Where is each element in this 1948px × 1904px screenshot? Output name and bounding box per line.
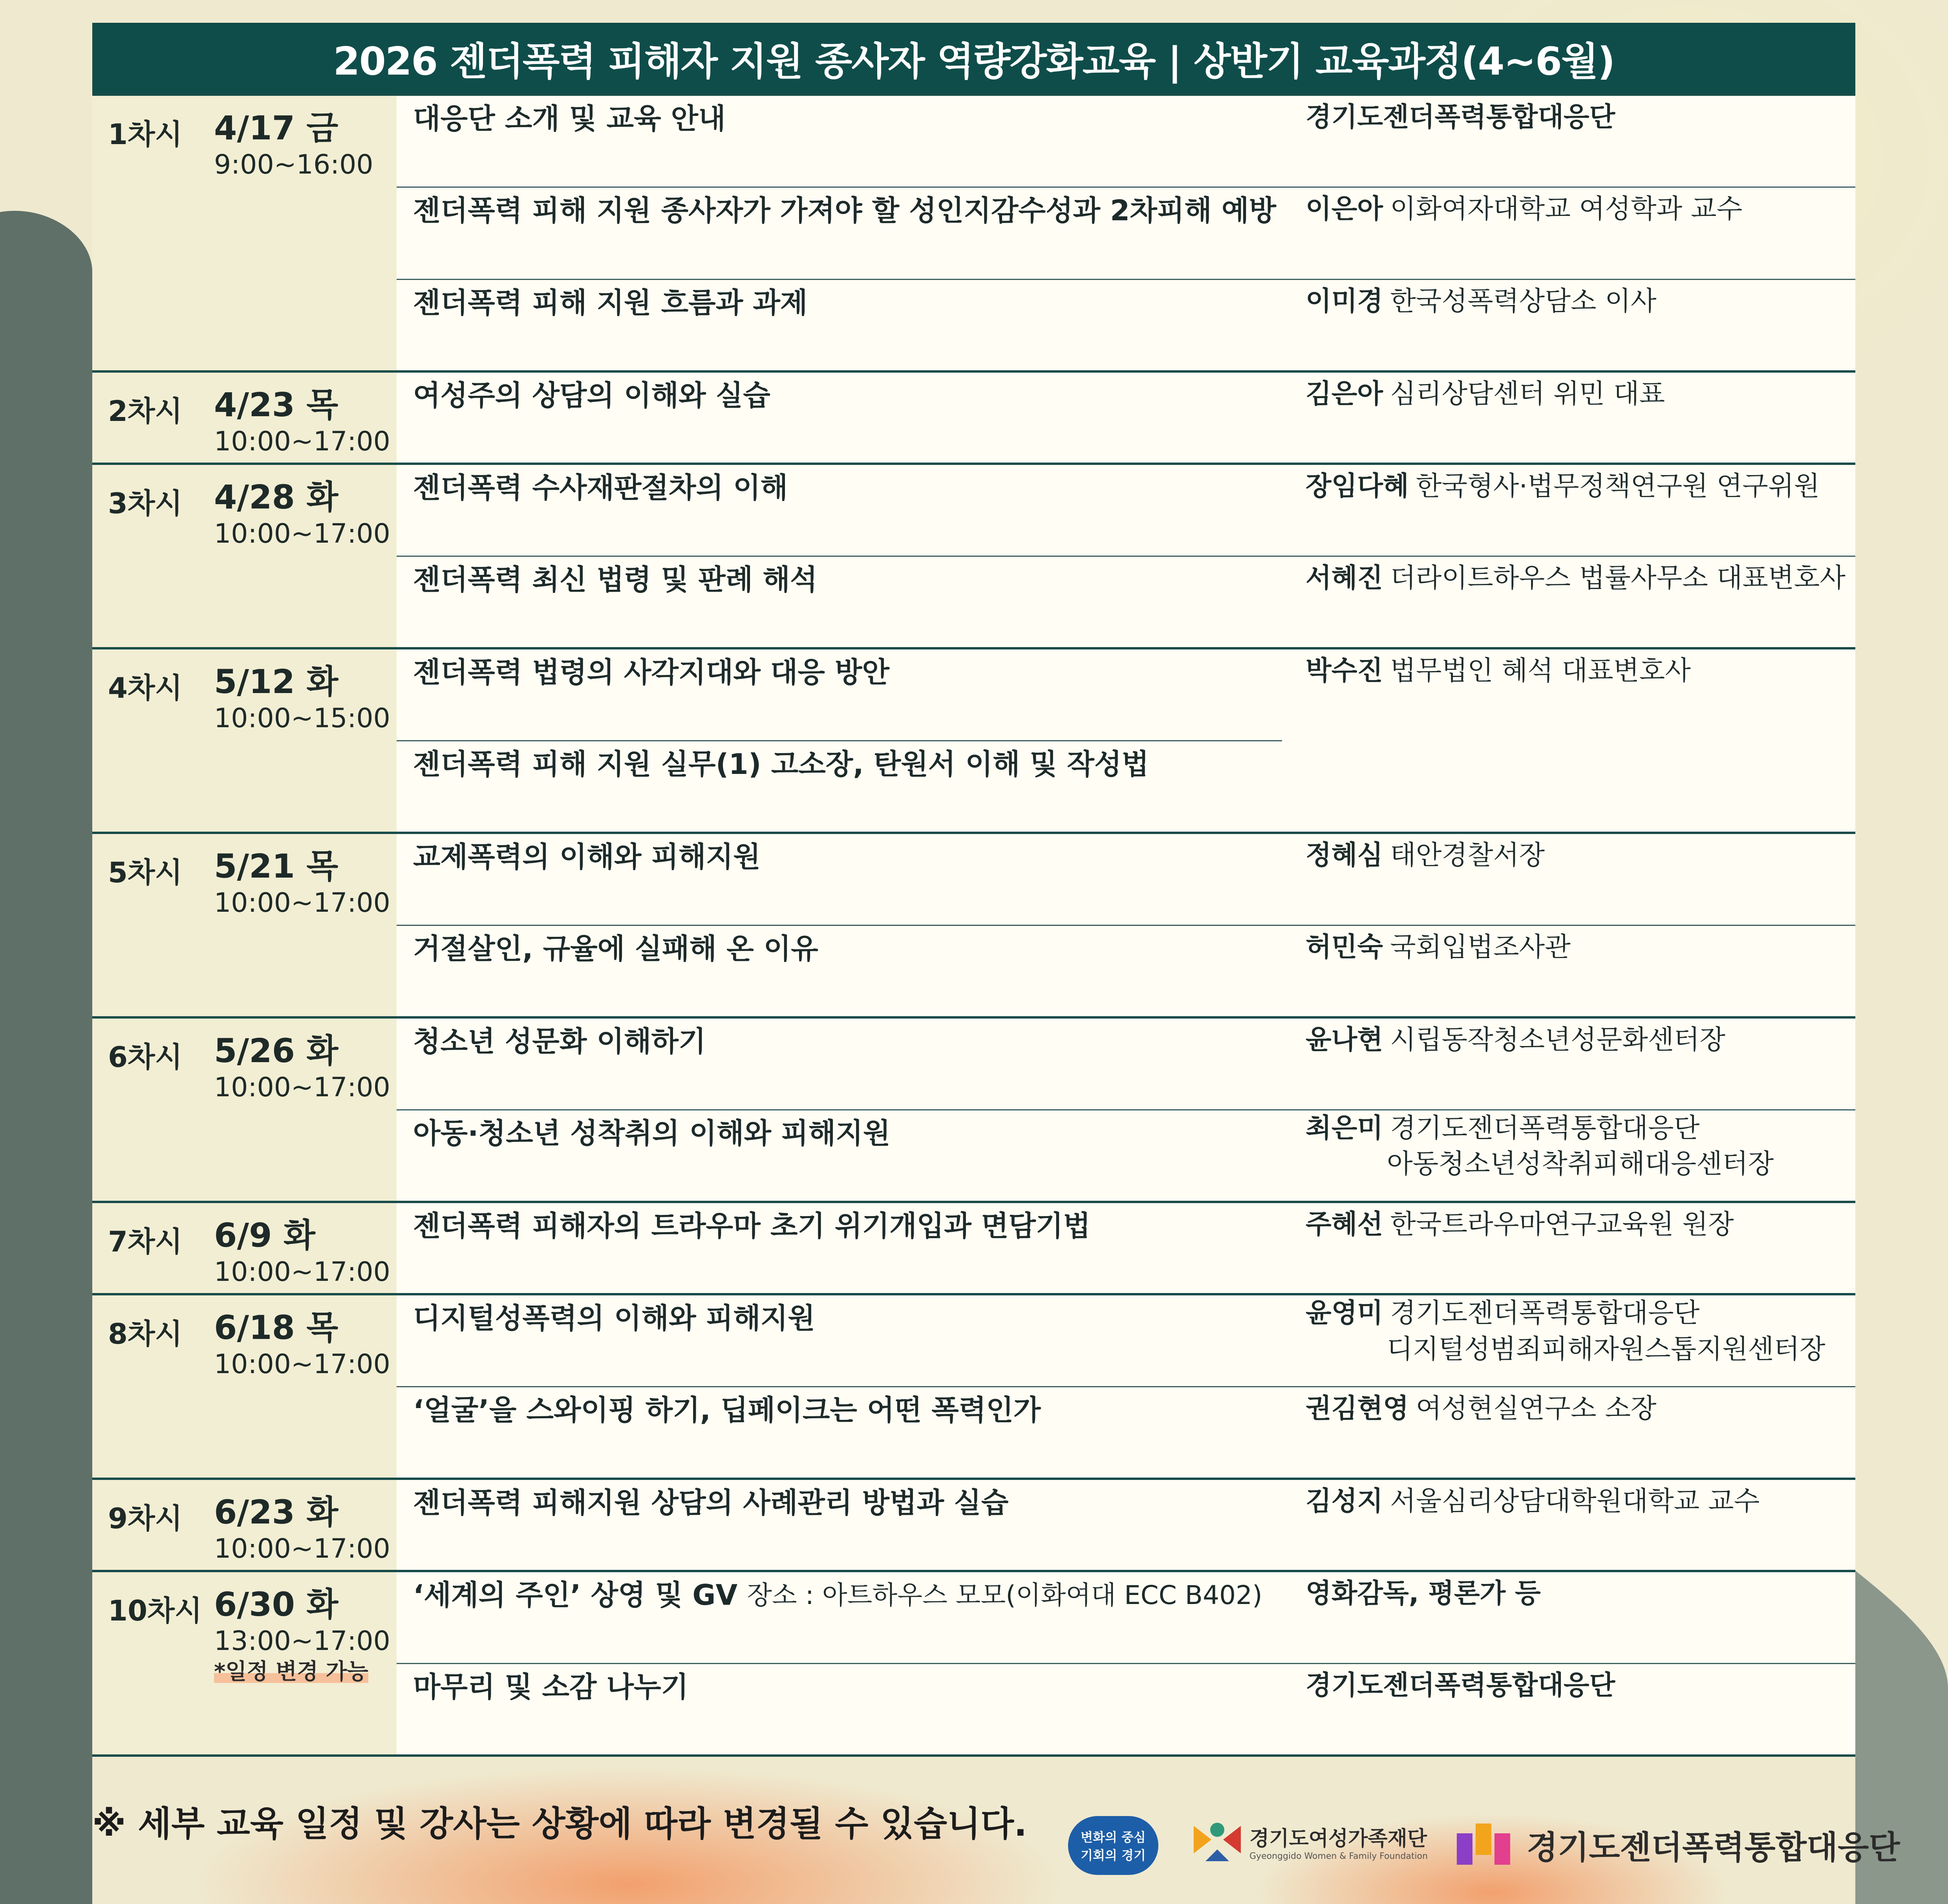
logo-line2: 기회의 경기 [1081,1848,1146,1863]
table-row [92,1571,1855,1663]
instructor-cell [1282,371,1855,464]
session-time: 10:00~17:00 [214,1349,390,1380]
session-datetime [214,1308,390,1380]
instructor-cell [1282,1017,1855,1110]
session-date: 6/18 목 [214,1308,338,1347]
session-info [92,371,397,464]
session-number: 6차시 [108,1041,183,1074]
instructor-name: 주혜선 [1306,1209,1383,1240]
session-datetime [214,1585,390,1685]
session-number: 5차시 [108,856,183,889]
session-header [92,1019,397,1101]
session-info [92,1479,397,1571]
topic-text [413,96,1282,137]
instructor-org: 법무법인 혜석 대표변호사 [1390,655,1691,686]
instructor-cell [1282,187,1855,279]
session-note: *일정 변경 가능 [214,1659,368,1685]
table-row [92,1017,1855,1110]
topic-title: ‘얼굴’을 스와이핑 하기, 딥페이크는 어떤 폭력인가 [413,1393,1041,1427]
session-header [92,465,397,547]
center-icon [1457,1824,1516,1867]
gyeonggi-logo [1068,1816,1158,1875]
instructor-text [1306,926,1855,964]
instructor-name: 윤나현 [1306,1024,1383,1055]
center-logo [1457,1822,1900,1868]
topic-cell [397,833,1282,925]
instructor-org: 이화여자대학교 여성학과 교수 [1390,193,1743,225]
table-row [92,1479,1855,1571]
topic-cell [397,648,1282,741]
session-time: 10:00~17:00 [214,1257,390,1288]
instructor-name: 정혜심 [1306,840,1383,871]
topic-text [413,1387,1282,1428]
instructor-org: 경기도젠더폭력통합대응단 [1390,1298,1700,1329]
instructor-text [1306,1203,1855,1241]
instructor-org: 한국성폭력상담소 이사 [1390,285,1657,317]
session-header [92,96,397,178]
session-number: 7차시 [108,1225,183,1258]
instructor-text [1306,96,1855,134]
instructor-text [1306,373,1855,411]
topic-cell [397,371,1282,464]
instructor-org: 태안경찰서장 [1390,840,1545,871]
topic-title: 마무리 및 소감 나누기 [413,1670,689,1703]
instructor-block [1306,1295,1825,1368]
session-header [92,1203,397,1286]
topic-text [413,557,1282,598]
session-date: 6/9 화 [214,1216,315,1255]
topic-title: 청소년 성문화 이해하기 [413,1025,706,1058]
session-info [92,1294,397,1479]
instructor-cell [1282,556,1855,648]
topic-title: 교제폭력의 이해와 피해지원 [413,840,761,873]
topic-cell [397,556,1282,648]
table-row [92,371,1855,464]
instructor-org: 한국트라우마연구교육원 원장 [1390,1209,1734,1240]
session-info [92,648,397,833]
session-header [92,834,397,916]
session-datetime [214,1493,390,1564]
session-date: 4/23 목 [214,386,338,424]
session-info [92,95,397,371]
instructor-name: 이미경 [1306,285,1383,317]
instructor-org: 서울심리상담대학원대학교 교수 [1390,1486,1760,1517]
session-datetime [214,1216,390,1288]
topic-text [413,1295,1282,1336]
topic-cell [397,187,1282,279]
topic-title: 젠더폭력 피해 지원 실무(1) 고소장, 탄원서 이해 및 작성법 [413,747,1149,781]
instructor-name: 장임다혜 [1306,471,1409,502]
topic-text [413,1110,1282,1151]
instructor-name: 박수진 [1306,655,1383,686]
topic-venue: 장소 : 아트하우스 모모(이화여대 ECC B402) [747,1580,1262,1610]
instructor-text [1306,188,1855,226]
session-header [92,1572,397,1683]
instructor-cell [1282,95,1855,187]
topic-text [413,1664,1282,1705]
instructor-text [1306,1480,1855,1518]
session-time: 10:00~17:00 [214,426,390,457]
topic-text [413,1572,1282,1613]
instructor-org: 시립동작청소년성문화센터장 [1390,1024,1726,1055]
session-number: 8차시 [108,1317,183,1350]
table-row [92,464,1855,556]
instructor-name: 이은아 [1306,193,1383,225]
session-number: 2차시 [108,395,183,428]
schedule-sheet [92,23,1855,1757]
topic-title: 젠더폭력 수사재판절차의 이해 [413,471,788,504]
topic-text [413,465,1282,506]
instructor-cell [1282,1386,1855,1479]
session-date: 6/30 화 [214,1585,338,1624]
instructor-cell [1282,464,1855,556]
instructor-name: 경기도젠더폭력통합대응단 [1306,102,1615,133]
topic-cell [397,1386,1282,1479]
topic-cell [397,1202,1282,1294]
topic-cell [397,1110,1282,1202]
topic-cell [397,1663,1282,1756]
session-datetime [214,478,390,549]
topic-title: 여성주의 상담의 이해와 실습 [413,379,770,412]
session-info [92,1202,397,1294]
session-header [92,1480,397,1562]
instructor-text [1306,1387,1855,1425]
table-row [92,833,1855,925]
topic-cell [397,925,1282,1017]
instructor-name: 영화감독, 평론가 등 [1306,1578,1541,1609]
instructor-cell [1282,925,1855,1017]
topic-text [413,1019,1282,1059]
topic-title: 젠더폭력 피해지원 상담의 사례관리 방법과 실습 [413,1486,1009,1519]
instructor-text [1306,649,1855,688]
instructor-org2: 디지털성범죄피해자원스톱지원센터장 [1387,1333,1825,1365]
instructor-line [1306,1295,1825,1332]
instructor-org2: 아동청소년성착취피해대응센터장 [1387,1149,1774,1180]
session-number: 10차시 [108,1594,202,1627]
session-time: 10:00~15:00 [214,703,390,734]
session-date: 5/21 목 [214,847,338,885]
session-info [92,1571,397,1756]
schedule-table [92,93,1855,1757]
topic-text [413,926,1282,967]
topic-cell [397,279,1282,371]
instructor-text [1306,1664,1855,1702]
topic-text [413,373,1282,413]
topic-text [413,834,1282,875]
topic-cell [397,1294,1282,1386]
session-date: 5/12 화 [214,662,338,701]
topic-title: 젠더폭력 법령의 사각지대와 대응 방안 [413,656,890,689]
instructor-cell [1282,1202,1855,1294]
topic-title: 젠더폭력 피해 지원 종사자가 가져야 할 성인지감수성과 2차피해 예방 [413,194,1277,227]
session-time: 10:00~17:00 [214,1533,390,1564]
session-datetime [214,847,390,918]
instructor-cell [1282,833,1855,925]
instructor-org: 국회입법조사관 [1390,931,1571,963]
topic-cell [397,741,1282,833]
topic-text [413,741,1282,782]
session-date: 5/26 화 [214,1032,338,1070]
instructor-name: 허민숙 [1306,931,1383,963]
instructor-block [1306,1110,1774,1183]
session-time: 10:00~17:00 [214,1072,390,1103]
instructor-name: 윤영미 [1306,1298,1383,1329]
instructor-text [1306,834,1855,872]
session-number: 1차시 [108,118,183,151]
center-name: 경기도젠더폭력통합대응단 [1527,1829,1900,1866]
table-row [92,648,1855,741]
table-row [92,1202,1855,1294]
footer-note: ※ 세부 교육 일정 및 강사는 상황에 따라 변경될 수 있습니다. [92,1803,1027,1844]
instructor-org: 더라이트하우스 법률사무소 대표변호사 [1390,562,1846,594]
instructor-cell [1282,279,1855,371]
instructor-text [1306,280,1855,318]
instructor-name: 서혜진 [1306,562,1383,594]
logo-line1: 변화의 중심 [1081,1830,1146,1845]
instructor-name: 김성지 [1306,1486,1383,1517]
instructor-name: 경기도젠더폭력통합대응단 [1306,1670,1615,1701]
topic-cell [397,1017,1282,1110]
table-row [92,1294,1855,1386]
instructor-org: 한국형사·법무정책연구원 연구위원 [1416,471,1820,502]
topic-text [413,188,1282,229]
session-header [92,649,397,732]
foundation-logo [1190,1818,1428,1865]
instructor-cell [1282,1663,1855,1756]
instructor-text [1306,1295,1855,1368]
topic-text [413,1203,1282,1244]
session-info [92,1017,397,1202]
session-info [92,464,397,648]
foundation-icon [1190,1818,1245,1865]
topic-title: 젠더폭력 피해 지원 흐름과 과제 [413,286,808,319]
session-datetime [214,1034,390,1101]
instructor-cell [1282,1571,1855,1663]
foundation-name: 경기도여성가족재단 [1249,1827,1427,1851]
topic-title: 젠더폭력 최신 법령 및 판례 해석 [413,563,818,596]
instructor-cell [1282,1294,1855,1386]
instructor-text [1306,1572,1855,1610]
topic-title: 아동·청소년 성착취의 이해와 피해지원 [413,1116,891,1150]
instructor-name: 권김현영 [1306,1393,1409,1424]
instructor-cell [1282,1479,1855,1571]
session-info [92,833,397,1017]
foundation-eng: Gyeonggido Women & Family Foundation [1249,1851,1428,1861]
session-header [92,1295,397,1378]
instructor-text [1306,557,1855,595]
instructor-text [1306,1110,1855,1183]
topic-cell [397,464,1282,556]
session-time: 9:00~16:00 [214,149,373,180]
topic-title: 대응단 소개 및 교육 안내 [413,102,726,135]
session-number: 9차시 [108,1502,183,1535]
topic-cell [397,1571,1282,1663]
session-datetime [214,388,390,455]
session-header [92,373,397,455]
instructor-org: 심리상담센터 위민 대표 [1390,379,1665,410]
topic-title: ‘세계의 주인’ 상영 및 GV [413,1578,738,1611]
instructor-text [1306,465,1855,503]
instructor-org: 여성현실연구소 소장 [1416,1393,1657,1424]
topic-cell [397,1479,1282,1571]
session-time: 10:00~17:00 [214,887,390,918]
page-title: 2026 젠더폭력 피해자 지원 종사자 역량강화교육 | 상반기 교육과정(4~6월) [92,23,1855,93]
session-number: 3차시 [108,487,183,520]
session-time: 13:00~17:00 [214,1626,390,1657]
instructor-org: 경기도젠더폭력통합대응단 [1390,1112,1700,1144]
topic-text [413,280,1282,321]
topic-cell [397,95,1282,187]
instructor-name: 김은아 [1306,379,1383,410]
instructor-text [1306,1019,1855,1057]
topic-title: 디지털성폭력의 이해와 피해지원 [413,1302,815,1335]
session-time: 10:00~17:00 [214,518,390,549]
instructor-name: 최은미 [1306,1112,1383,1144]
topic-text [413,1480,1282,1521]
topic-title: 젠더폭력 피해자의 트라우마 초기 위기개입과 면담기법 [413,1209,1091,1242]
session-number: 4차시 [108,671,183,704]
instructor-cell [1282,648,1855,833]
topic-title: 거절살인, 규율에 실패해 온 이유 [413,932,818,965]
session-date: 4/28 화 [214,478,338,516]
session-datetime [214,109,373,180]
topic-text [413,649,1282,690]
table-row [92,95,1855,187]
instructor-cell [1282,1110,1855,1202]
instructor-line [1306,1110,1774,1147]
session-date: 6/23 화 [214,1493,338,1531]
session-datetime [214,662,390,734]
session-date: 4/17 금 [214,109,338,147]
